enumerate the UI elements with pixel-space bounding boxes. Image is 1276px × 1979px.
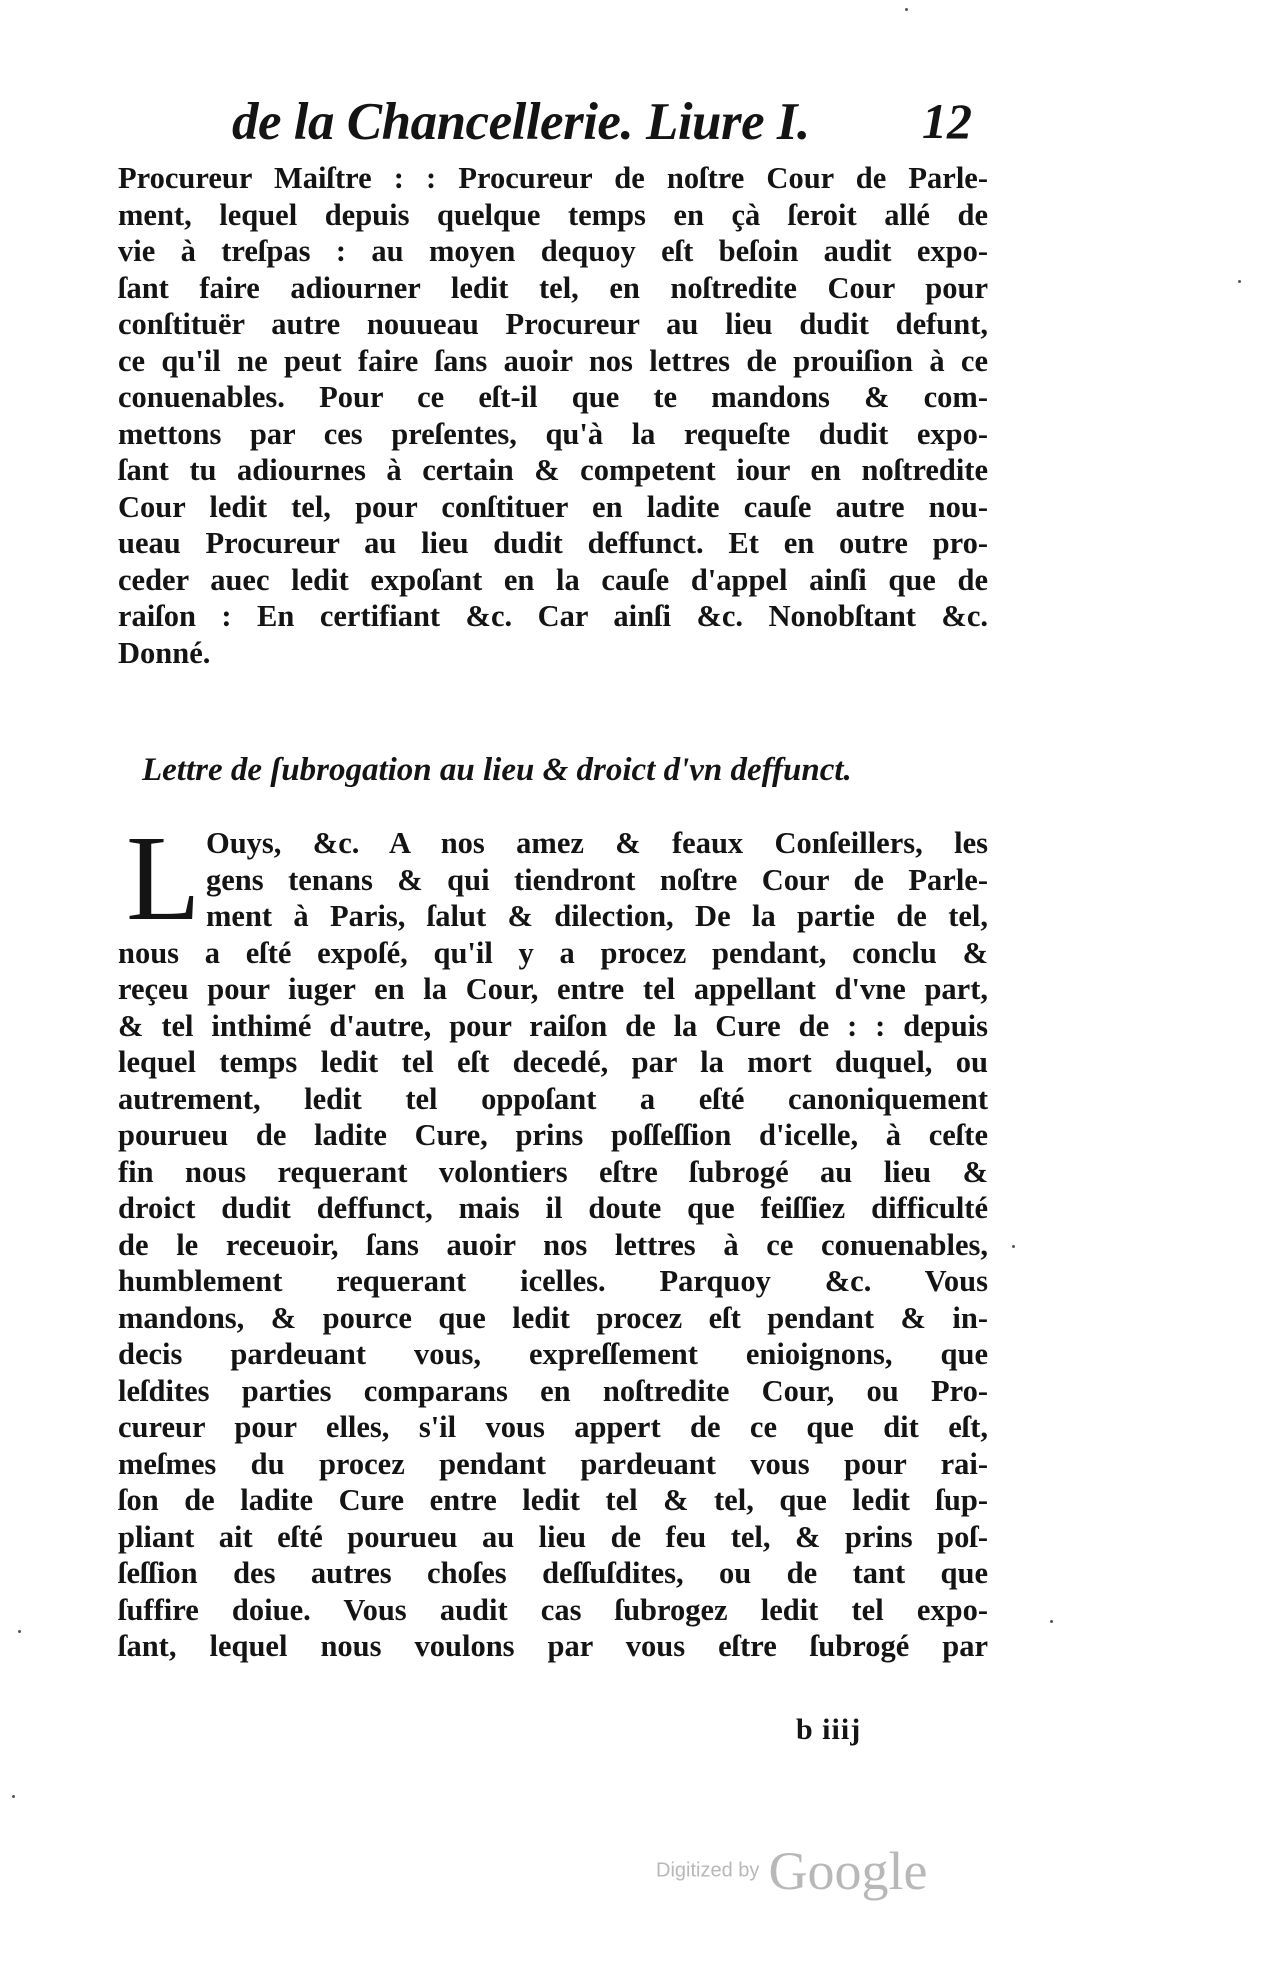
section-heading: Lettre de ſubrogation au lieu & droict d'vn deffunct. [142,752,852,788]
text-line: Cour ledit tel, pour conſtituer en ladite cauſe autre nou- [118,489,988,524]
text-line: ſon de ladite Cure entre ledit tel & tel, que ledit ſup- [118,1483,988,1517]
page-number: 12 [922,93,972,149]
drop-cap-letter: L [126,811,201,946]
text-line: ment, lequel depuis quelque temps en çà ſeroit allé de [118,197,988,232]
text-line: mettons par ces preſentes, qu'à la requeſte dudit expo- [118,416,988,451]
text-line: droict dudit deffunct, mais il doute que feiſſiez difficulté [118,1191,988,1225]
body-text-block-2 [118,811,988,1665]
text-line: leſdites parties comparans en noſtredite Cour, ou Pro- [118,1373,988,1408]
text-line: humblement requerant icelles. Parquoy &c. Vous [118,1264,988,1298]
scan-speck [18,1630,21,1633]
scan-speck [1050,1620,1053,1623]
text-line: ſuffire doiue. Vous audit cas ſubrogez ledit tel expo- [118,1592,988,1627]
text-line: conſtituër autre nouueau Procureur au lieu dudit defunt, [118,307,988,341]
text-line: meſmes du procez pendant pardeuant vous pour rai- [118,1446,988,1481]
text-line: ce qu'il ne peut faire ſans auoir nos lettres de prouiſion à ce [118,343,988,378]
text-line: nous a eſté expoſé, qu'il y a procez pendant, conclu & [118,935,988,970]
scan-speck [12,1795,15,1798]
text-line: gens tenans & qui tiendront noſtre Cour de Parle- [206,862,988,897]
text-line: ſant, lequel nous voulons par vous eſtre ſubrogé par [118,1629,988,1663]
text-line: autrement, ledit tel oppoſant a eſté canoniquement [118,1081,988,1116]
text-line: ueau Procureur au lieu dudit deffunct. Et en outre pro- [118,526,988,560]
text-line: & tel inthimé d'autre, pour raiſon de la Cure de : : depuis [118,1008,988,1043]
text-line: reçeu pour iuger en la Cour, entre tel appellant d'vne part, [118,972,988,1006]
text-line: pliant ait eſté pourueu au lieu de feu tel, & prins poſ- [118,1519,988,1554]
text-line: ment à Paris, ſalut & dilection, De la partie de tel, [206,899,988,933]
digitization-watermark [656,1840,927,1902]
watermark-logo-text: Google [768,1841,928,1901]
text-line: vie à treſpas : au moyen dequoy eſt beſoin audit expo- [118,234,988,268]
text-line: Ouys, &c. A nos amez & feaux Conſeillers, les [206,826,988,860]
text-line: pourueu de ladite Cure, prins poſſeſſion d'icelle, à ceſte [118,1118,988,1152]
text-line: Procureur Maiſtre : : Procureur de noſtre Cour de Parle- [118,161,988,195]
text-line: fin nous requerant volontiers eſtre ſubrogé au lieu & [118,1154,988,1189]
signature-mark: b iiij [796,1713,862,1746]
scan-speck [1012,1245,1015,1248]
text-line: decis pardeuant vous, expreſſement enioignons, que [118,1337,988,1371]
text-line: lequel temps ledit tel eſt decedé, par la mort duquel, ou [118,1045,988,1079]
text-line: mandons, & pource que ledit procez eſt pendant & in- [118,1300,988,1335]
watermark-small-text: Digitized by [656,1859,760,1882]
text-line: ceder auec ledit expoſant en la cauſe d'appel ainſi que de [118,562,988,597]
text-line: ſant faire adiourner ledit tel, en noſtredite Cour pour [118,270,988,305]
text-line: cureur pour elles, s'il vous appert de ce que dit eſt, [118,1410,988,1444]
text-line: ſeſſion des autres choſes deſſuſdites, ou de tant que [118,1556,988,1590]
text-line: raiſon : En certifiant &c. Car ainſi &c. Nonobſtant &c. [118,599,988,633]
body-text-block-1 [118,160,988,671]
running-header [232,92,972,152]
text-line: conuenables. Pour ce eſt-il que te mandons & com- [118,380,988,414]
text-line: Donné. [118,635,211,670]
running-title: de la Chancellerie. Liure I. [232,93,810,151]
scan-speck [905,8,908,11]
scan-speck [1238,280,1241,283]
text-line: ſant tu adiournes à certain & competent iour en noſtredite [118,453,988,487]
text-line: de le receuoir, ſans auoir nos lettres à ce conuenables, [118,1227,988,1262]
